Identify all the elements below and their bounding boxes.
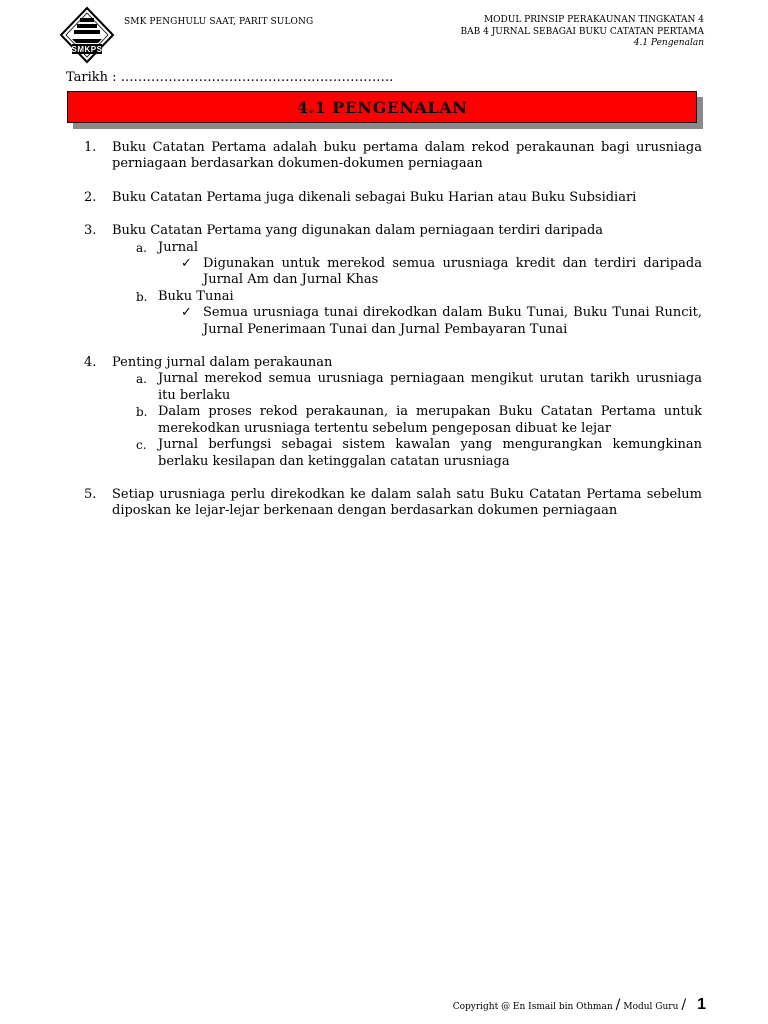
item-text: Penting jurnal dalam perakaunan <box>112 355 333 371</box>
list-item <box>84 190 702 206</box>
check-item <box>181 256 702 289</box>
sub-item <box>136 437 702 470</box>
check-text: Semua urusniaga tunai direkodkan dalam Buku Tunai, Buku Tunai Runcit, Jurnal Penerimaan Tunai dan Jurnal Pembayaran Tunai <box>203 305 702 337</box>
logo-text: SMKPS <box>71 45 103 54</box>
item-number: 2. <box>84 189 97 205</box>
list-item <box>84 223 702 338</box>
item-number: 1. <box>84 140 97 155</box>
sub-letter: a. <box>136 240 147 255</box>
sub-item <box>136 240 702 256</box>
footer-separator: / <box>615 997 621 1013</box>
section-title-banner <box>67 91 697 123</box>
sub-text: Buku Tunai <box>158 288 234 304</box>
school-logo <box>58 6 116 64</box>
list-item <box>84 355 702 470</box>
item-number: 4. <box>84 355 97 371</box>
sub-letter: c. <box>136 438 147 453</box>
section-title: 4.1 Pengenalan <box>633 38 704 48</box>
sub-text: Jurnal berfungsi sebagai sistem kawalan yang mengurangkan kemungkinan berlaku kesilapan dan ketinggalan catatan urusniaga <box>158 437 702 469</box>
content <box>84 140 702 537</box>
chapter-title: BAB 4 JURNAL SEBAGAI BUKU CATATAN PERTAMA <box>460 26 704 37</box>
item-text: Buku Catatan Pertama adalah buku pertama dalam rekod perakaunan bagi urusniaga perniagaan berdasarkan dokumen-dokumen perniagaan <box>112 140 702 172</box>
sub-letter: b. <box>136 289 148 304</box>
footer-label: Modul Guru <box>623 1002 679 1012</box>
sub-text: Jurnal merekod semua urusniaga perniagaan mengikut urutan tarikh urusniaga itu berlaku <box>158 371 702 403</box>
school-name: SMK PENGHULU SAAT, PARIT SULONG <box>124 17 314 27</box>
list-item <box>84 487 702 520</box>
page-footer <box>453 996 706 1014</box>
page-title: 4.1 PENGENALAN <box>296 97 468 117</box>
sub-item <box>136 404 702 437</box>
item-text: Setiap urusniaga perlu direkodkan ke dalam salah satu Buku Catatan Pertama sebelum diposkan ke lejar-lejar berkenaan dengan berdasarkan dokumen perniagaan <box>112 486 702 519</box>
page-number: 1 <box>697 996 706 1013</box>
check-text: Digunakan untuk merekod semua urusniaga kredit dan terdiri daripada Jurnal Am dan Jurnal Khas <box>203 256 702 288</box>
module-title: MODUL PRINSIP PERAKAUNAN TINGKATAN 4 <box>483 15 704 25</box>
footer-separator: / <box>681 997 687 1013</box>
copyright: Copyright @ En Ismail bin Othman <box>452 1002 613 1012</box>
list-item <box>84 140 702 173</box>
item-number: 5. <box>84 486 97 502</box>
date-label: Tarikh : <box>66 70 117 85</box>
checkmark-icon: ✓ <box>181 256 192 272</box>
sub-text: Jurnal <box>158 239 199 255</box>
sub-letter: a. <box>136 372 147 387</box>
module-header <box>461 15 704 50</box>
item-text: Buku Catatan Pertama juga dikenali sebagai Buku Harian atau Buku Subsidiari <box>112 189 637 205</box>
sub-item <box>136 289 702 305</box>
checkmark-icon: ✓ <box>181 305 192 321</box>
date-line <box>66 70 394 85</box>
sub-item <box>136 371 702 404</box>
item-number: 3. <box>84 223 97 239</box>
date-dots: ............................................................... <box>120 70 394 85</box>
sub-letter: b. <box>136 405 148 420</box>
check-item <box>181 305 702 338</box>
sub-text: Dalam proses rekod perakaunan, ia merupakan Buku Catatan Pertama untuk merekodkan urusniaga tertentu sebelum pengeposan dibuat ke lejar <box>158 404 702 436</box>
item-text: Buku Catatan Pertama yang digunakan dalam perniagaan terdiri daripada <box>112 223 604 239</box>
